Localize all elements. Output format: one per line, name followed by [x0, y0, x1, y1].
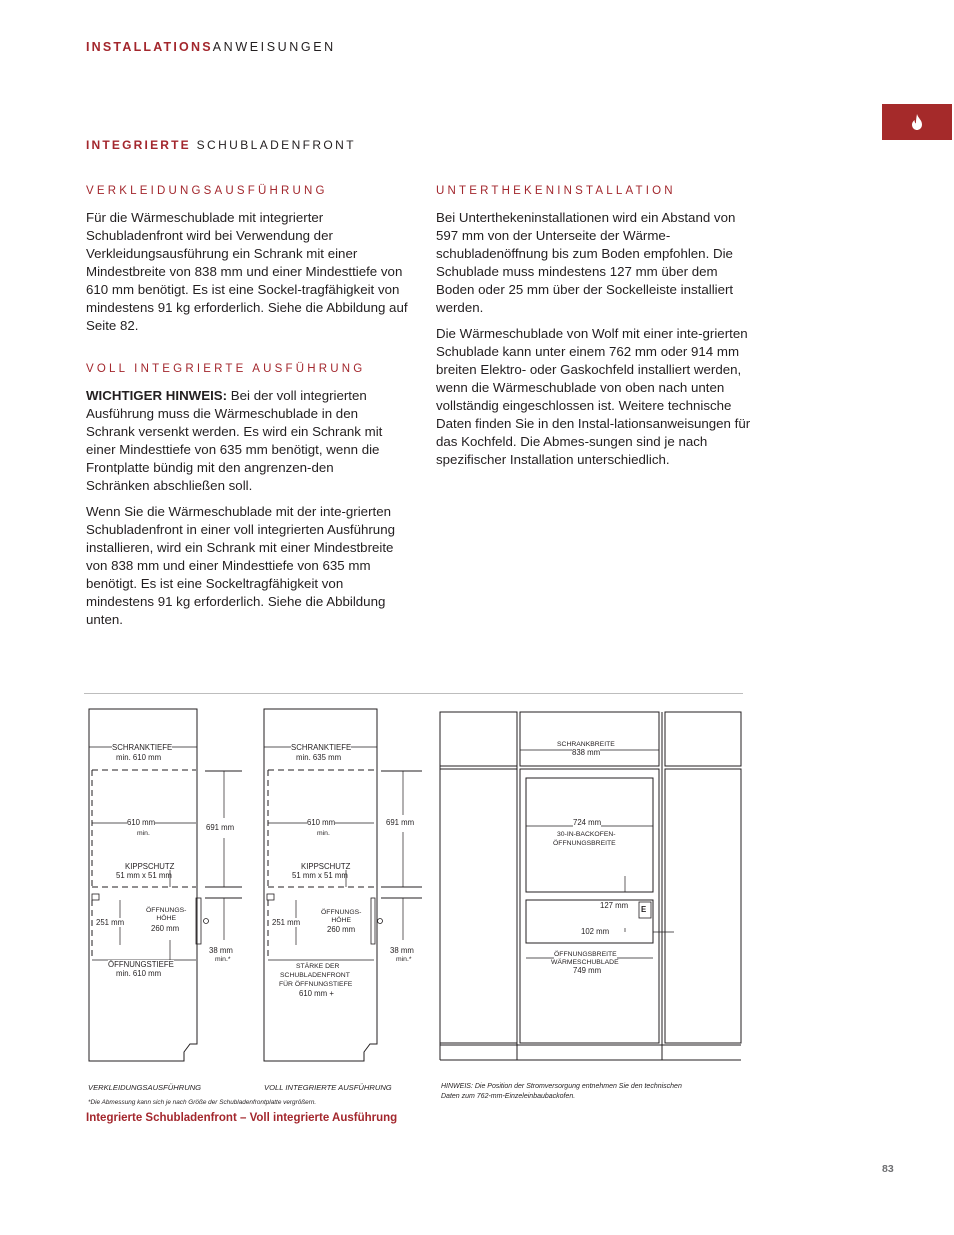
- d1-610-label: 610 mm: [127, 818, 156, 827]
- d1-min-label: min.: [137, 830, 150, 837]
- d1-251-label: 251 mm: [96, 918, 125, 927]
- section-heading-bold: INTEGRIERTE: [86, 138, 191, 152]
- paragraph-untertheken-2: Die Wärmeschublade von Wolf mit einer inte-grierten Schublade kann unter einem 762 mm oder 914 mm breiten Elektro- oder Gaskochfeld installiert werden, wenn die Wärmeschublade von oben nach unten vollständig eingeschlossen ist. Weitere technische Daten finden Sie in den Instal-lationsanweisungen für das Kochfeld. Die Abmes-sungen sind je nach spezifischer Installation unterschiedlich.: [436, 326, 751, 467]
- d2-schranktiefe-label: SCHRANKTIEFE: [291, 743, 352, 752]
- d1-oeffnungstiefe-value: min. 610 mm: [116, 969, 162, 978]
- subheading-verkleidung: VERKLEIDUNGSAUSFÜHRUNG: [86, 185, 328, 197]
- d3-backofen-line1: 30-IN-BACKOFEN-: [557, 831, 616, 838]
- d1-kippschutz-dim: 51 mm x 51 mm: [116, 871, 172, 880]
- d2-kippschutz-dim: 51 mm x 51 mm: [292, 871, 348, 880]
- d1-kippschutz-label: KIPPSCHUTZ: [125, 862, 175, 871]
- d2-251-label: 251 mm: [272, 918, 301, 927]
- subheading-voll-integriert: VOLL INTEGRIERTE AUSFÜHRUNG: [86, 363, 366, 375]
- hinweis-text: Bei der voll integrierten Ausführung muss die Wärmeschublade in den Schrank versenkt werden. Es wird ein Schrank mit einer Mindesttiefe von 635 mm benötigt, wenn die Frontplatte bündig mit den angrenzen-den Schränken abschließen soll.: [86, 388, 383, 493]
- d3-schrankbreite-label: SCHRANKBREITE: [557, 741, 615, 748]
- header-bold: INSTALLATIONS: [86, 40, 213, 54]
- paragraph-verkleidung: Für die Wärmeschublade mit integrierter Schubladenfront wird bei Verwendung der Verkleidungsausführung ein Schrank mit einer Mindestbreite von 838 mm und einer Mindesttiefe von 610 mm benötigt. Es ist eine Sockel-tragfähigkeit von mindestens 91 kg erforderlich. Siehe die Abbildung auf Seite 82.: [86, 210, 408, 333]
- d3-oeffnungsbreite-line2: WÄRMESCHUBLADE: [551, 959, 619, 966]
- d3-724-label: 724 mm: [573, 818, 602, 827]
- hinweis-label: WICHTIGER HINWEIS:: [86, 388, 228, 403]
- d1-schranktiefe-label: SCHRANKTIEFE: [112, 743, 173, 752]
- d2-staerke-line1: STÄRKE DER: [296, 963, 340, 970]
- caption-hinweis-line1: HINWEIS: Die Position der Stromversorgung entnehmen Sie den technischen: [441, 1083, 682, 1090]
- d1-schranktiefe-value: min. 610 mm: [116, 753, 162, 762]
- d3-schrankbreite-value: 838 mm: [572, 748, 601, 757]
- d2-260-label: 260 mm: [327, 925, 356, 934]
- header-rest: ANWEISUNGEN: [212, 40, 336, 54]
- d1-oeffnungshoehe-label: ÖFFNUNGS- HÖHE: [146, 907, 187, 922]
- d1-min-star: min.*: [215, 956, 231, 963]
- section-heading-rest: SCHUBLADENFRONT: [196, 138, 356, 152]
- d2-691-label: 691 mm: [386, 818, 415, 827]
- d2-staerke-line2: SCHUBLADENFRONT: [280, 972, 350, 979]
- d1-260-label: 260 mm: [151, 924, 180, 933]
- d3-backofen-line2: ÖFFNUNGSBREITE: [553, 840, 616, 847]
- d2-min-star: min.*: [396, 956, 412, 963]
- d3-oeffnungsbreite-line1: ÖFFNUNGSBREITE: [554, 951, 617, 958]
- paragraph-untertheken-1: Bei Unterthekeninstallationen wird ein Abstand von 597 mm von der Unterseite der Wärme-schubladenöffnung bis zum Boden empfohlen. Die Schublade muss mindestens 127 mm über dem Boden oder 25 mm über der Sockelleiste installiert werden.: [436, 210, 736, 315]
- d1-691-label: 691 mm: [206, 823, 235, 832]
- d2-staerke-line3: FÜR ÖFFNUNGSTIEFE: [279, 981, 353, 988]
- d3-outlet-label: E: [641, 905, 647, 914]
- caption-verkleidung: VERKLEIDUNGSAUSFÜHRUNG: [88, 1083, 202, 1092]
- d2-schranktiefe-value: min. 635 mm: [296, 753, 342, 762]
- caption-hinweis-line2: Daten zum 762-mm-Einzeleinbaubackofen.: [441, 1093, 576, 1100]
- page-number: 83: [882, 1163, 894, 1175]
- figure-title: Integrierte Schubladenfront – Voll integrierte Ausführung: [86, 1112, 398, 1124]
- d2-oeffnungshoehe-label: ÖFFNUNGS- HÖHE: [321, 909, 362, 924]
- d1-oeffnungstiefe-label: ÖFFNUNGSTIEFE: [108, 960, 174, 969]
- d1-38-label: 38 mm: [209, 946, 233, 955]
- d3-127-label: 127 mm: [600, 901, 629, 910]
- subheading-untertheken: UNTERTHEKENINSTALLATION: [436, 185, 676, 197]
- d3-749-label: 749 mm: [573, 966, 602, 975]
- d2-min-label: min.: [317, 830, 330, 837]
- d2-38-label: 38 mm: [390, 946, 414, 955]
- d2-staerke-value: 610 mm +: [299, 989, 334, 998]
- caption-voll-integriert: VOLL INTEGRIERTE AUSFÜHRUNG: [264, 1083, 392, 1092]
- paragraph-voll-integriert: Wenn Sie die Wärmeschublade mit der inte-grierten Schubladenfront in einer voll integrierten Ausführung installieren, wird ein Schrank mit einer Mindestbreite von 838 mm und einer Mindesttiefe von 635 mm benötigt. Es ist eine Sockeltragfähigkeit von mindestens 91 kg erforderlich. Siehe die Abbildung unten.: [86, 504, 395, 627]
- d3-102-label: 102 mm: [581, 927, 610, 936]
- footnote: *Die Abmessung kann sich je nach Größe der Schubladenfrontplatte vergrößern.: [88, 1099, 317, 1106]
- d2-kippschutz-label: KIPPSCHUTZ: [301, 862, 351, 871]
- d2-610-label: 610 mm: [307, 818, 336, 827]
